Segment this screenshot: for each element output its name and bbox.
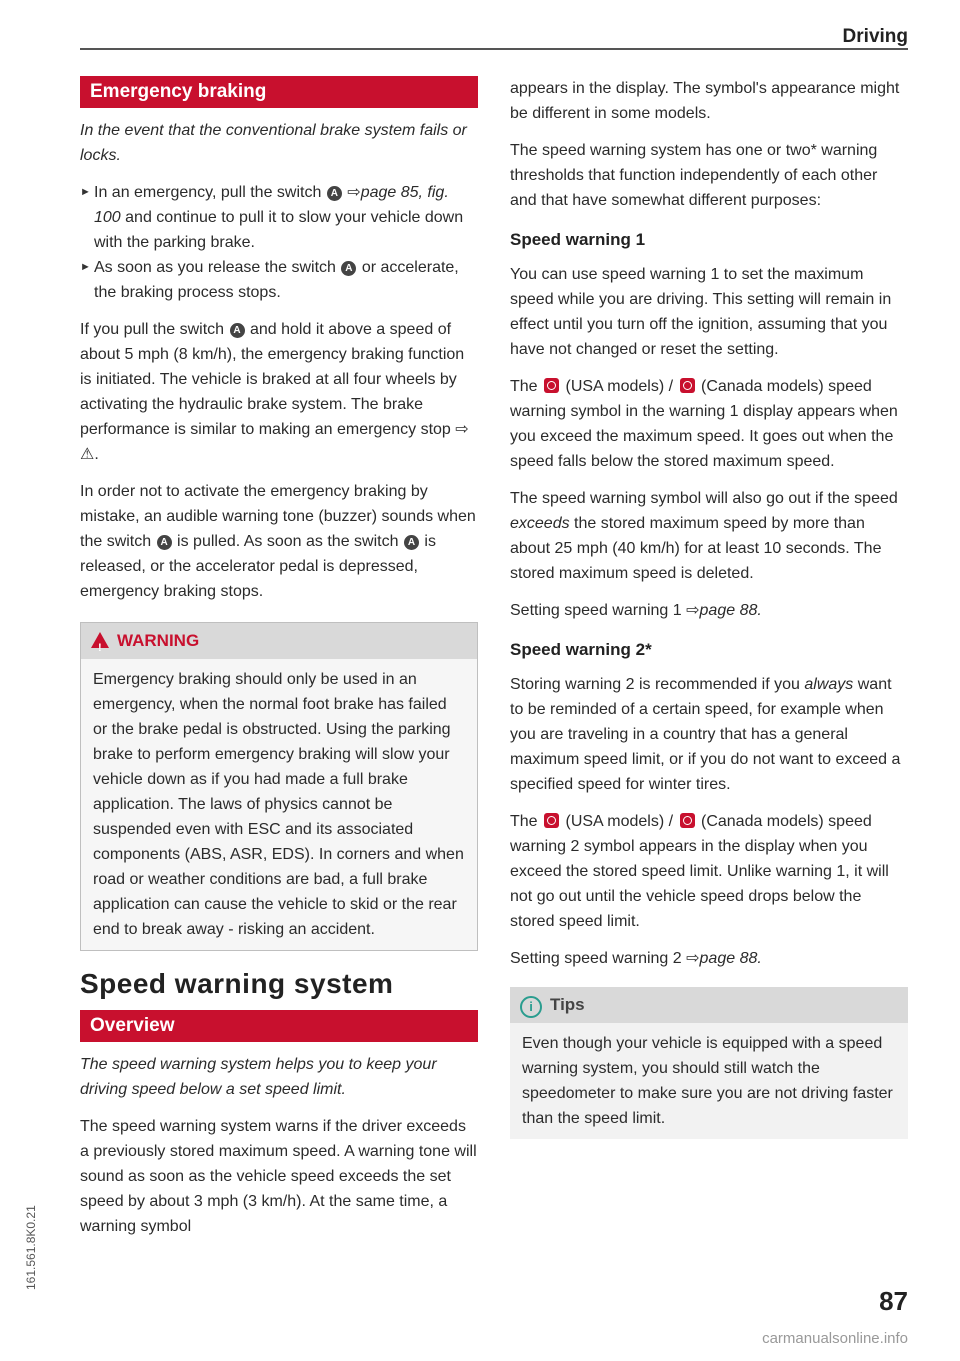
page-link-88[interactable]: ⇨page 88.: [686, 950, 762, 967]
emergency-intro: In the event that the conventional brake system fails or locks.: [80, 122, 467, 164]
thresholds-text: The speed warning system has one or two* warning thresholds that function independently of each other and that have somewhat different purposes:: [510, 142, 878, 209]
page-link-88[interactable]: ⇨page 88.: [686, 602, 762, 619]
overview-intro: The speed warning system helps you to keep your driving speed below a set speed limit.: [80, 1056, 437, 1098]
step-1: ► In an emergency, pull the switch A ⇨page 85, fig. 100 and continue to pull it to slow your vehicle down with the parking brake.: [80, 180, 478, 255]
left-column: [80, 76, 478, 1251]
tips-text: Even though your vehicle is equipped with a speed warning system, you should still watch the speedometer to make sure you are not driving faster than the speed limit.: [510, 1023, 908, 1139]
warning-ref-icon[interactable]: ⇨ ⚠.: [80, 421, 469, 463]
switch-a-icon: A: [230, 323, 245, 338]
speed-warning-1-heading: Speed warning 1: [510, 230, 646, 249]
speed-warning-2-setting: Setting speed warning 2 ⇨page 88.: [510, 950, 762, 967]
page-number: 87: [879, 1286, 908, 1316]
switch-a-icon: A: [157, 535, 172, 550]
emergency-steps: [80, 180, 478, 305]
overview-text: The speed warning system warns if the driver exceeds a previously stored maximum speed. A warning tone will sound as soon as the vehicle speed exceeds the set speed by about 3 mph (3 km/h). At the same time, a warning symbol: [80, 1118, 477, 1235]
header-rule: [80, 48, 908, 50]
document-code: 161.561.8K0.21: [24, 1205, 38, 1290]
continued-text: appears in the display. The symbol's appearance might be different in some models.: [510, 80, 900, 122]
switch-a-icon: A: [404, 535, 419, 550]
emergency-paragraph-1: If you pull the switch A and hold it above a speed of about 5 mph (8 km/h), the emergency braking function is initiated. The vehicle is braked at all four wheels by activating the hydraulic brake system. The brake performance is similar to making an emergency stop ⇨ ⚠.: [80, 321, 469, 463]
tips-header: i Tips: [510, 987, 908, 1023]
switch-a-icon: A: [341, 261, 356, 276]
speed-warning-2-text: Storing warning 2 is recommended if you always want to be reminded of a certain speed, for example when you are traveling in a country that has a general maximum speed limit, or if you do not want to exceed a specified speed for winter tires.: [510, 676, 901, 793]
canada-speed-warning-icon: [680, 813, 695, 828]
warning-box: [80, 622, 478, 951]
page-link-85[interactable]: ⇨page 85, fig. 100: [94, 184, 449, 226]
tips-box: [510, 987, 908, 1139]
section-label: Driving: [842, 26, 908, 47]
warning-triangle-icon: [91, 632, 109, 648]
switch-a-icon: A: [327, 186, 342, 201]
speed-warning-system-title: Speed warning system: [80, 968, 394, 999]
emergency-paragraph-2: In order not to activate the emergency braking by mistake, an audible warning tone (buzzer) sounds when the switch A is pulled. As soon as the switch A is released, or the accelerator pedal is depressed, emergency braking stops.: [80, 483, 476, 600]
emergency-braking-heading: Emergency braking: [80, 76, 478, 108]
usa-speed-warning-icon: [544, 378, 559, 393]
speed-warning-1-symbol-text: The (USA models) / (Canada models) speed warning symbol in the warning 1 display appears when you exceed the maximum speed. It goes out when the speed falls below the stored maximum speed.: [510, 378, 898, 470]
usa-speed-warning-icon: [544, 813, 559, 828]
speed-warning-2-symbol-text: The (USA models) / (Canada models) speed warning 2 symbol appears in the display when you exceed the stored speed limit. Unlike warning 1, it will not go out until the vehicle speed drops below the stored speed limit.: [510, 813, 889, 930]
watermark-site: carmanualsonline.info: [762, 1330, 908, 1347]
warning-text: Emergency braking should only be used in an emergency, when the normal foot brake has failed or the brake pedal is obstructed. Using the parking brake to perform emergency braking will slow your vehicle down as if you had made a full brake application. The laws of physics cannot be suspended even with ESC and its associated components (ABS, ASR, EDS). In corners and when road or weather conditions are bad, a full brake application can cause the vehicle to skid or the rear end to break away - risking an accident.: [81, 659, 477, 950]
warning-header: !WARNING: [81, 623, 477, 659]
info-icon: i: [520, 996, 542, 1018]
right-column: [510, 76, 908, 1139]
speed-warning-1-text: You can use speed warning 1 to set the maximum speed while you are driving. This setting will remain in effect until you turn off the ignition, assuming that you have not changed or reset the setting.: [510, 266, 892, 358]
overview-heading: Overview: [80, 1010, 478, 1042]
speed-warning-2-heading: Speed warning 2*: [510, 640, 652, 659]
speed-warning-1-exceed-text: The speed warning symbol will also go out if the speed exceeds the stored maximum speed by more than about 25 mph (40 km/h) for at least 10 seconds. The stored maximum speed is deleted.: [510, 490, 898, 582]
speed-warning-1-setting: Setting speed warning 1 ⇨page 88.: [510, 602, 762, 619]
step-2: ► As soon as you release the switch A or accelerate, the braking process stops.: [80, 255, 478, 305]
canada-speed-warning-icon: [680, 378, 695, 393]
